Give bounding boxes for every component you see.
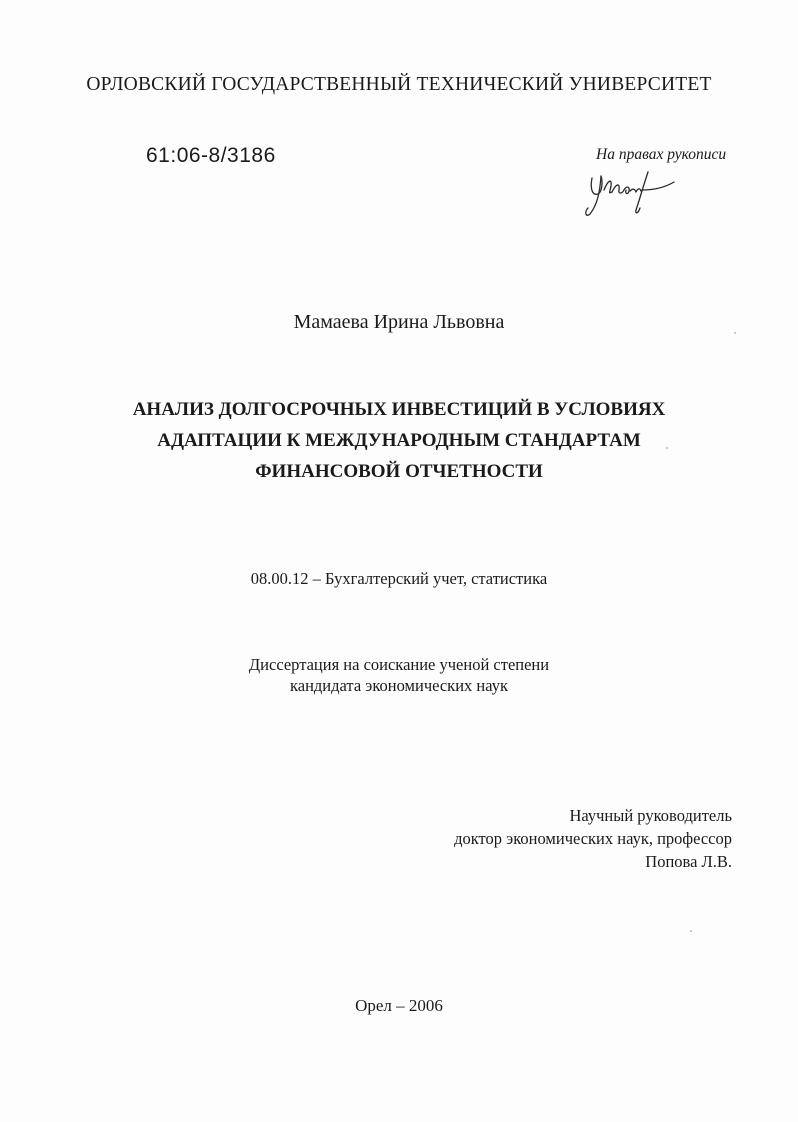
catalog-number: 61:06-8/3186: [146, 144, 276, 167]
supervisor-credentials: доктор экономических наук, профессор: [454, 829, 732, 848]
title-line: АНАЛИЗ ДОЛГОСРОЧНЫХ ИНВЕСТИЦИЙ В УСЛОВИЯХ: [132, 399, 666, 420]
dissertation-title: [0, 394, 798, 487]
degree-statement: [0, 654, 798, 696]
scan-speck: [666, 447, 668, 449]
scan-speck: [734, 332, 736, 334]
university-name: ОРЛОВСКИЙ ГОСУДАРСТВЕННЫЙ ТЕХНИЧЕСКИЙ УНИВЕРСИТЕТ: [86, 74, 712, 95]
title-line: ФИНАНСОВОЙ ОТЧЕТНОСТИ: [255, 461, 543, 482]
author-name: Мамаева Ирина Львовна: [293, 311, 505, 333]
supervisor-name: Попова Л.В.: [645, 852, 732, 871]
degree-line: кандидата экономических наук: [289, 676, 508, 695]
supervisor-block: [454, 804, 732, 873]
scan-speck: [690, 930, 692, 932]
rights-note: На правах рукописи: [596, 146, 727, 163]
specialty-code: 08.00.12 – Бухгалтерский учет, статистика: [250, 569, 548, 588]
handwritten-signature: [578, 164, 688, 224]
title-line: АДАПТАЦИИ К МЕЖДУНАРОДНЫМ СТАНДАРТАМ: [157, 430, 641, 451]
supervisor-role: Научный руководитель: [569, 806, 732, 825]
city-year: Орел – 2006: [355, 996, 443, 1015]
degree-line: Диссертация на соискание ученой степени: [248, 655, 550, 674]
